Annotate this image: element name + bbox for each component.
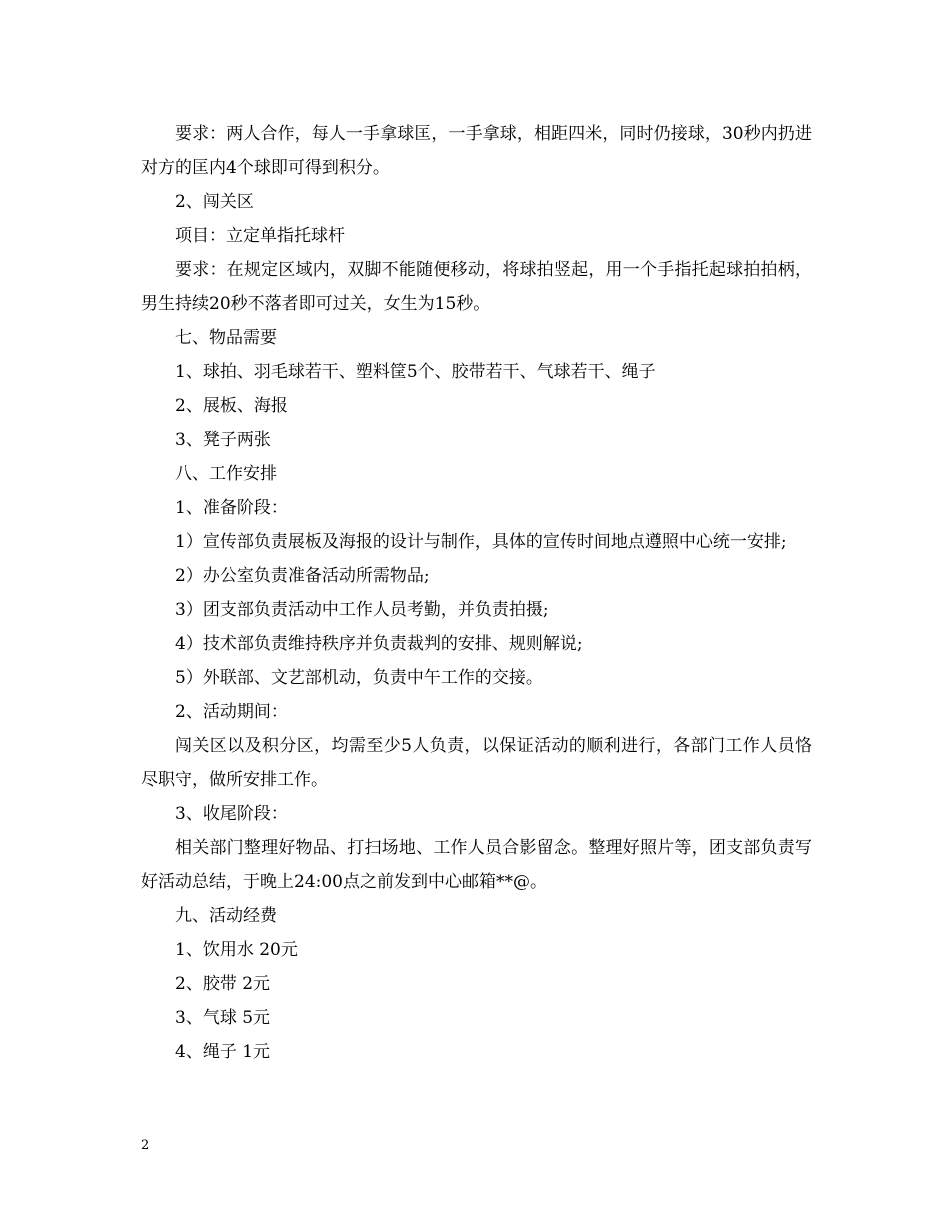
section-heading: 2、闯关区	[175, 192, 254, 212]
list-item: 1）宣传部负责展板及海报的设计与制作，具体的宣传时间地点遵照中心统一安排;	[175, 532, 787, 552]
list-item: 3）团支部负责活动中工作人员考勤，并负责拍摄;	[175, 600, 549, 620]
section-heading: 九、活动经费	[175, 906, 277, 926]
list-item: 3、凳子两张	[175, 430, 271, 450]
section-heading: 八、工作安排	[175, 464, 277, 484]
paragraph: 相关部门整理好物品、打扫场地、工作人员合影留念。整理好照片等，团支部负责写好活动总结，于晚上24:00点之前发到中心邮箱**@。	[141, 838, 812, 892]
paragraph: 项目：立定单指托球杆	[175, 226, 345, 246]
list-item: 2）办公室负责准备活动所需物品;	[175, 566, 430, 586]
list-item: 2、展板、海报	[175, 396, 288, 416]
page-number: 2	[141, 1138, 150, 1153]
subsection-heading: 3、收尾阶段：	[175, 804, 288, 824]
list-item: 4）技术部负责维持秩序并负责裁判的安排、规则解说;	[175, 634, 583, 654]
list-item: 1、饮用水 20元	[175, 940, 298, 960]
section-heading: 七、物品需要	[175, 328, 277, 348]
list-item: 3、气球 5元	[175, 1008, 271, 1028]
paragraph: 闯关区以及积分区，均需至少5人负责，以保证活动的顺利进行，各部门工作人员恪尽职守，做所安排工作。	[141, 736, 812, 790]
subsection-heading: 1、准备阶段：	[175, 498, 288, 518]
subsection-heading: 2、活动期间：	[175, 702, 288, 722]
paragraph: 要求：两人合作，每人一手拿球匡，一手拿球，相距四米，同时仍接球，30秒内扔进对方的匡内4个球即可得到积分。	[141, 124, 812, 178]
list-item: 5）外联部、文艺部机动，负责中午工作的交接。	[175, 668, 543, 688]
list-item: 1、球拍、羽毛球若干、塑料筐5个、胶带若干、气球若干、绳子	[175, 362, 656, 382]
list-item: 2、胶带 2元	[175, 974, 271, 994]
paragraph: 要求：在规定区域内，双脚不能随便移动，将球拍竖起，用一个手指托起球拍拍柄，男生持续20秒不落者即可过关，女生为15秒。	[141, 260, 812, 314]
document-body	[141, 117, 812, 1069]
list-item: 4、绳子 1元	[175, 1042, 271, 1062]
